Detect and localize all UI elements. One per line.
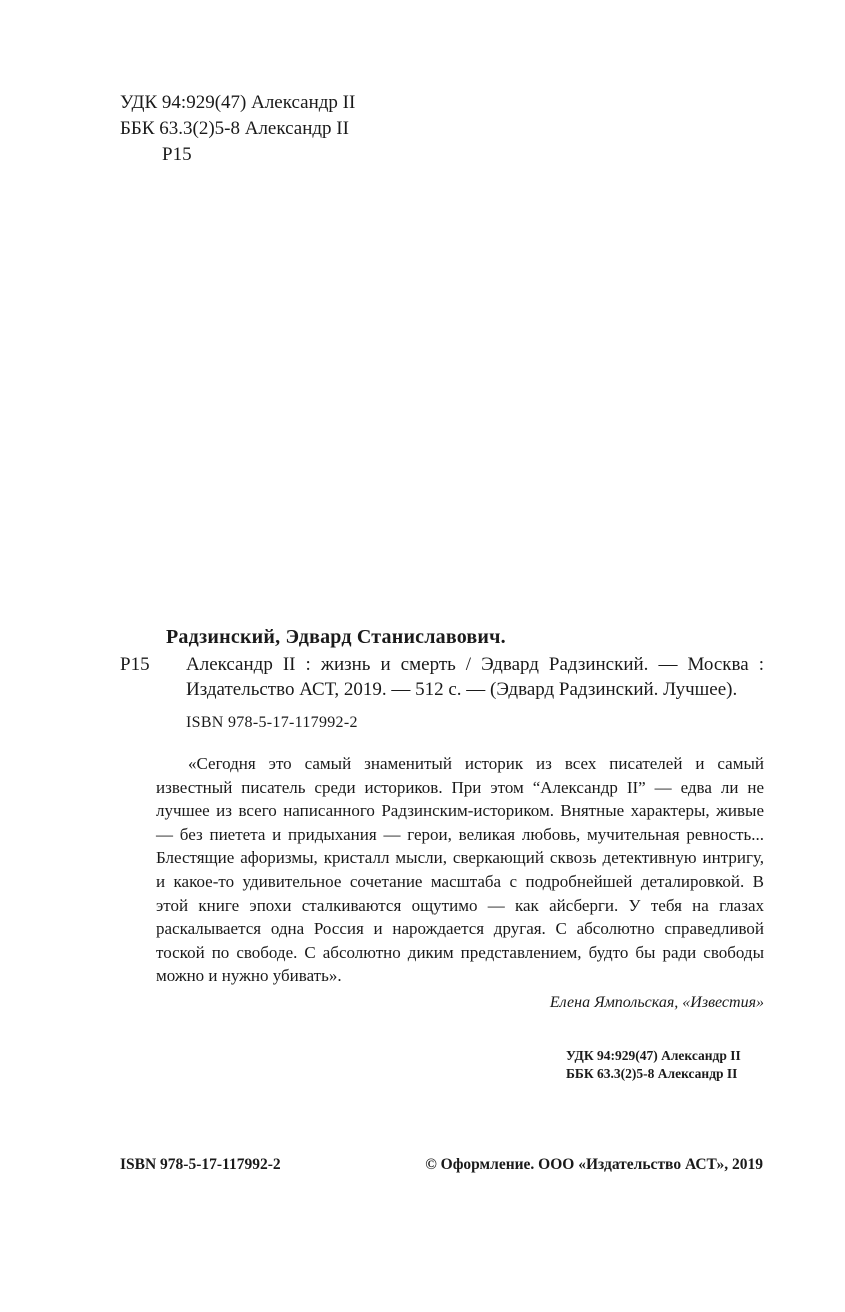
header-classification-codes [120, 90, 355, 168]
bbk-code: ББК 63.3(2)5-8 Александр II [120, 118, 349, 139]
annotation-quote: «Сегодня это самый знаменитый историк из всех писателей и самый известный писатель среди историков. При этом “Александр II” — едва ли не лучшее из всего написанного Радзинским-историком. Внятные характеры, живые — без пиетета и придыхания — герои, великая любовь, мучительная ревность... Блестящие афоризмы, кристалл мысли, сверкающий сквозь детективную интригу, и какое-то удивительное сочетание масштаба с подробнейшей деталировкой. В этой книге эпохи сталкиваются ощутимо — как айсберги. У тебя на глазах раскалывается одна Россия и нарождается другая. С абсолютно справедливой тоской по свободе. С абсолютно диким представлением, будто бы ради свободы можно и нужно убивать». [156, 754, 764, 986]
udk-code: УДК 94:929(47) Александр II [120, 92, 356, 113]
card-isbn: ISBN 978-5-17-117992-2 [186, 714, 358, 731]
bibliographic-description-row [120, 652, 764, 702]
footer-copyright: © Оформление. ООО «Издательство АСТ», 2019 [425, 1156, 763, 1173]
card-bbk-code: ББК 63.3(2)5-8 Александр II [566, 1066, 738, 1081]
bibliographic-description: Александр II : жизнь и смерть / Эдвард Радзинский. — Москва : Издательство АСТ, 2019. — 512 с. — (Эдвард Радзинский. Лучшее). [186, 654, 764, 700]
catalog-card [120, 624, 764, 1014]
card-author-mark: Р15 [120, 654, 150, 675]
author-heading: Радзинский, Эдвард Станиславович. [166, 626, 506, 648]
footer-isbn: ISBN 978-5-17-117992-2 [120, 1156, 281, 1173]
annotation-block [120, 752, 764, 1014]
author-mark: Р15 [162, 144, 192, 165]
card-classification-codes [566, 1047, 741, 1083]
card-udk-code: УДК 94:929(47) Александр II [566, 1048, 741, 1063]
quote-source: Елена Ямпольская, «Известия» [549, 993, 764, 1011]
